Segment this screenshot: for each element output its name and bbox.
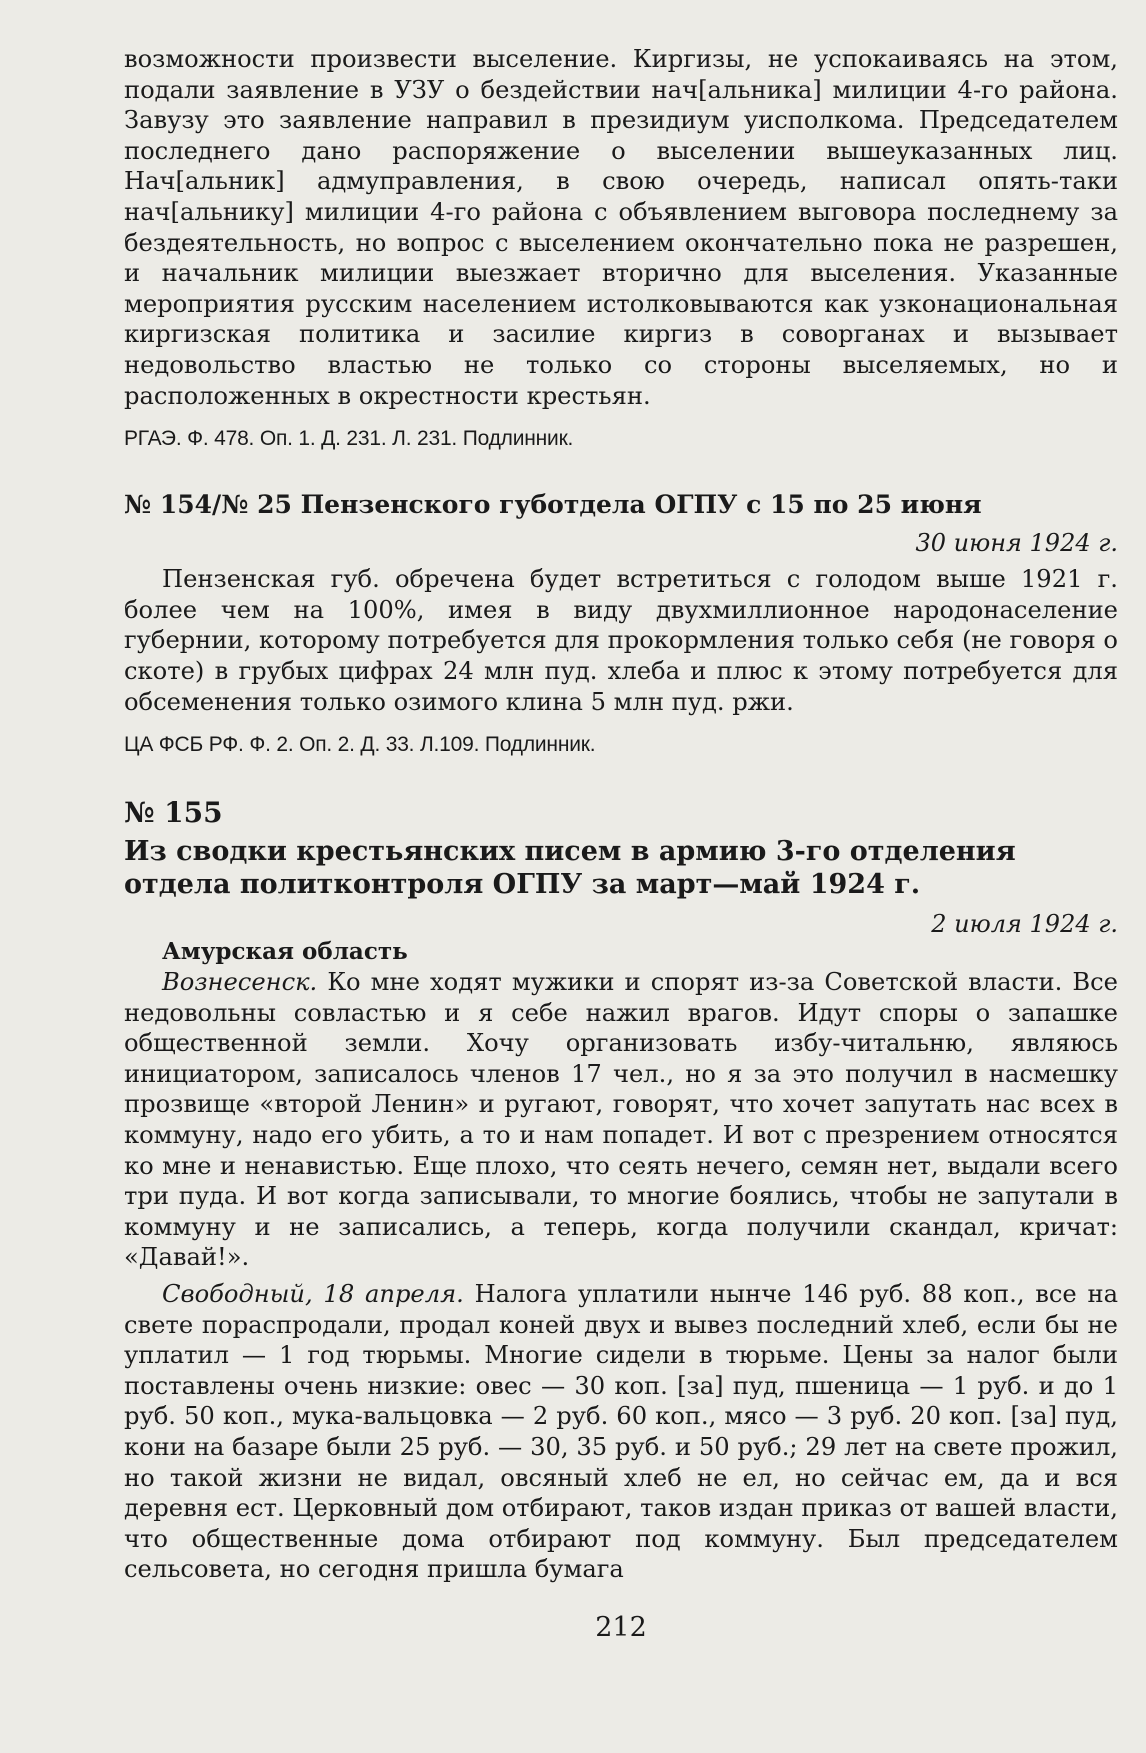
- letter-place: Вознесенск.: [162, 968, 318, 997]
- doc-155-title: Из сводки крестьянских писем в армию 3-го отделения отдела политконтроля ОГПУ за март—май 1924 г.: [124, 836, 1016, 901]
- doc-154-heading: № 154/№ 25 Пензенского губотдела ОГПУ с 15 по 25 июня: [124, 490, 982, 520]
- letter-svobodny: [124, 1279, 1118, 1585]
- archive-source-153: РГАЭ. Ф. 478. Оп. 1. Д. 231. Л. 231. Подлинник.: [124, 427, 574, 451]
- letter-text: Ко мне ходят мужики и спорят из-за Советской власти. Все недовольны совластью и я себе нажил врагов. Идут споры о запашке общественной земли. Хочу организовать избу-читальню, являюсь инициатором, записалось членов 17 чел., но я за это получил в насмешку прозвище «второй Ленин» и ругают, говорят, что хочет запутать нас всех в коммуну, надо его убить, а то и нам попадет. И вот с презрением относятся ко мне и ненавистью. Еще плохо, что сеять нечего, семян нет, выдали всего три пуда. И вот когда записывали, то многие боялись, чтобы не запутали в коммуну и не записались, а теперь, когда получили скандал, кричат: «Давай!».: [124, 968, 1118, 1272]
- letter-place: Свободный, 18 апреля.: [162, 1280, 464, 1309]
- doc-155-number: № 155: [124, 796, 223, 830]
- archive-source-154: ЦА ФСБ РФ. Ф. 2. Оп. 2. Д. 33. Л.109. Подлинник.: [124, 733, 596, 757]
- doc-154-paragraph: Пензенская губ. обречена будет встретиться с голодом выше 1921 г. более чем на 100%, имея в виду двухмиллионное народонаселение губернии, которому потребуется для прокормления только себя (не говоря о скоте) в грубых цифрах 24 млн пуд. хлеба и плюс к этому потребуется для обсеменения только озимого клина 5 млн пуд. ржи.: [124, 565, 1118, 716]
- doc-154-date: 30 июня 1924 г.: [915, 529, 1118, 558]
- letter-voznesensk: [124, 967, 1118, 1273]
- doc-155-date: 2 июля 1924 г.: [931, 910, 1118, 939]
- letter-text: Налога уплатили нынче 146 руб. 88 коп., все на свете пораспродали, продал коней двух и вывез последний хлеб, если бы не уплатил — 1 год тюрьмы. Многие сидели в тюрьме. Цены за налог были поставлены очень низкие: овес — 30 коп. [за] пуд, пшеница — 1 руб. и до 1 руб. 50 коп., мука-вальцовка — 2 руб. 60 коп., мясо — 3 руб. 20 коп. [за] пуд, кони на базаре были 25 руб. — 30, 35 руб. и 50 руб.; 29 лет на свете прожил, но такой жизни не видал, овсяный хлеб не ел, но сейчас ем, да и вся деревня ест. Церковный дом отбирают, таков издан приказ от вашей власти, что общественные дома отбирают под коммуну. Был председателем сельсовета, но сегодня пришла бумага: [124, 1280, 1118, 1584]
- continued-paragraph: возможности произвести выселение. Киргизы, не успокаиваясь на этом, подали заявление в УЗУ о бездействии нач[альника] милиции 4-го района. Завузу это заявление направил в президиум уисполкома. Председателем последнего дано распоряжение о выселении вышеуказанных лиц. Нач[альник] адмуправления, в свою очередь, написал опять-таки нач[альнику] милиции 4-го района с объявлением выговора последнему за бездеятельность, но вопрос с выселением окончательно пока не разрешен, и начальник милиции выезжает вторично для выселения. Указанные мероприятия русским населением истолковываются как узконациональная киргизская политика и засилие киргиз в соворганах и вызывает недовольство властью не только со стороны выселяемых, но и расположенных в окрестности крестьян.: [124, 45, 1118, 410]
- region-heading: Амурская область: [162, 938, 408, 966]
- page-number: 212: [595, 1612, 647, 1643]
